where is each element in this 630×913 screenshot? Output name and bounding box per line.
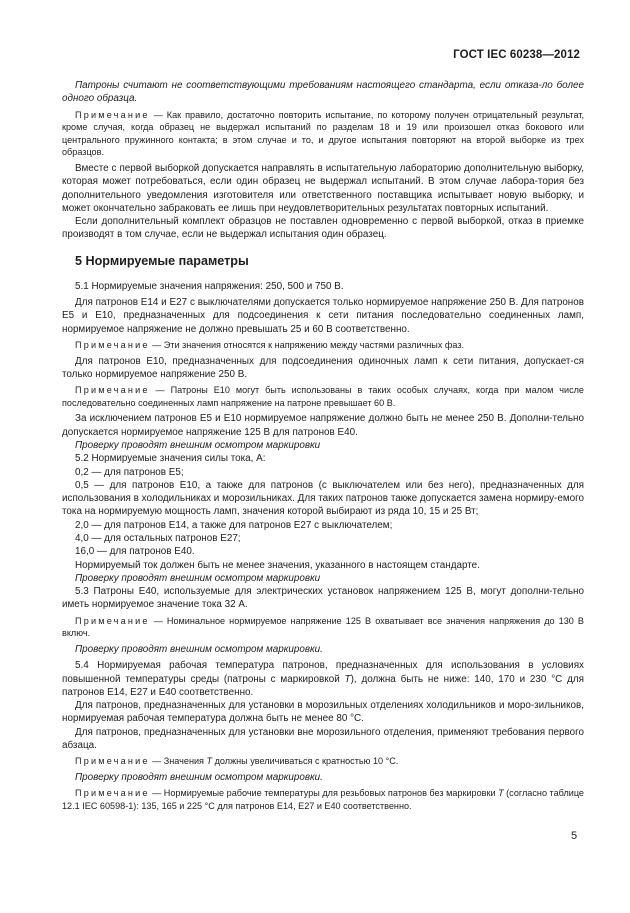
note-label: Примечание (75, 339, 150, 350)
note-text: — Номинальное нормируемое напряжение 125 В охватывает все значения напряжения до 130 В включ. (62, 615, 584, 639)
paragraph-5-1-d: За исключением патронов Е5 и Е10 нормируемое напряжение должно быть не менее 250 В. Дополни-тельно допускается нормируемое напряжение 125 В для патронов Е40. (62, 413, 584, 438)
paragraph-5-4-b: Для патронов, предназначенных для установки в морозильных отделениях холодильников и моро-зильников, нормируемая рабочая температура должна быть не менее 80 °С. (62, 700, 584, 725)
list-item-current: 0,5 — для патронов Е10, а также для патронов (с выключателем или без него), предназначенных для использования в холодильниках и морозильниках. Для таких патронов также допускается замена нормиру-емого тока на нормируемую мощность ламп, значения которой выбирают из ряда 10, 15 и 25 Вт; (62, 479, 584, 518)
paragraph-failure-criteria: Патроны считают не соответствующими требованиям настоящего стандарта, если отказа-ло более одного образца. (62, 80, 584, 105)
paragraph-5-3: 5.3 Патроны Е40, используемые для электрических установок напряжением 125 В, могут дополни-тельно иметь нормируемое значение тока 32 А. (62, 586, 584, 611)
paragraph-5-2: 5.2 Нормируемые значения силы тока, А: (75, 453, 266, 465)
note-text: — Патроны Е10 могут быть использованы в таких особых случаях, когда при малом числе последовательно соединенных ламп напряжение на патроне превышает 60 В. (62, 385, 584, 408)
note-label: Примечание (75, 615, 150, 626)
paragraph-5-1: 5.1 Нормируемые значения напряжения: 250, 500 и 750 В. (75, 280, 344, 292)
paragraph-5-4-c: Для патронов, предназначенных для установки вне морозильного отделения, применяют требования первого абзаца. (62, 726, 584, 752)
page-number: 5 (571, 830, 578, 842)
check-statement: Проверку проводят внешним осмотром маркировки. (75, 643, 323, 655)
paragraph-5-4: 5.4 Нормируемая рабочая температура патронов, предназначенных для использования в условиях повышенной температуры среды (патроны с маркировкой T), должна быть не ниже: 140, 170 и 230 °С для патронов Е14, Е27 и Е40 соответственно. (62, 660, 585, 698)
check-statement: Проверку проводят внешним осмотром маркировки. (75, 771, 323, 783)
note-e10 (62, 384, 584, 409)
list-item-current: 4,0 — для остальных патронов Е27; (75, 532, 241, 544)
note-text: — Как правило, достаточно повторить испытание, по которому получен отрицательный результат, кроме случая, когда образец не выдержал испытаний по разделам 18 и 19 или произошел отказ бокового или центрального пружинного контакта; в этом случае и то, и другое испытания повторяют на второй выборке из трех образцов. (62, 109, 584, 158)
check-statement: Проверку проводят внешним осмотром маркировки (75, 439, 321, 451)
note-125v (62, 615, 584, 640)
note-label: Примечание (75, 109, 150, 120)
paragraph-5-2-f: Нормируемый ток должен быть не менее значения, указанного в настоящем стандарте. (75, 559, 480, 571)
symbol-t: T (498, 788, 504, 799)
check-statement: Проверку проводят внешним осмотром маркировки (75, 572, 321, 584)
symbol-t: T (344, 673, 351, 685)
paragraph-5-1-c: Для патронов Е10, предназначенных для подсоединения одиночных ламп к сети питания, допускает-ся только нормируемое напряжение 250 В. (62, 355, 584, 380)
paragraph-5-1-b: Для патронов Е14 и Е27 с выключателями допускается только нормируемое напряжение 250 В. Для патронов Е5 и Е10, предназначенных для подсоединения к сети питания последовательно соединенных ламп, нормируемое напряжение не должно превышать 25 и 60 В соответственно. (62, 297, 584, 335)
note-unmarked-temperatures: Примечание — Нормируемые рабочие температуры для резьбовых патронов без маркировки T (согласно таблице 12.1 IEC 60598-1): 135, 165 и 225 °С для патронов Е14, Е27 и Е40 соответственно. (62, 788, 584, 811)
list-item-current: 2,0 — для патронов Е14, а также для патронов Е27 с выключателем; (75, 519, 393, 531)
section-heading-5: 5 Нормируемые параметры (75, 253, 249, 268)
page-content (62, 79, 584, 812)
paragraph-additional-sample: Вместе с первой выборкой допускается направлять в испытательную лабораторию дополнительную выборку, которая может потребоваться, если один образец не выдержал испытаний. В этом случае лабора-тория без дополнительного уведомления изготовителя или ответственного поставщика испытывает новую выборку, и может окончательно забраковать ее лишь при неудовлетворительных результатах повторных испытаний. (62, 162, 584, 214)
note-text: — Эти значения относятся к напряжению между частями различных фаз. (149, 339, 465, 350)
note-phase-voltage (62, 339, 584, 352)
list-item-current: 16,0 — для патронов Е40. (75, 546, 195, 558)
symbol-t: T (206, 756, 213, 767)
paragraph-rejection: Если дополнительный комплект образцов не поставлен одновременно с первой выборкой, отказ в приемке производят в том случае, если не выдержал испытания один образец. (62, 216, 584, 241)
note-label: Примечание (75, 385, 150, 396)
note-label: Примечание (75, 788, 150, 799)
note-repeat-test (62, 109, 584, 159)
note-label: Примечание (75, 756, 150, 767)
list-item-current: 0,2 — для патронов Е5; (75, 466, 184, 478)
standard-header: ГОСТ IEC 60238—2012 (453, 49, 580, 61)
note-t-step: Примечание — Значения T должны увеличиваться с кратностью 10 °С. (75, 756, 399, 767)
